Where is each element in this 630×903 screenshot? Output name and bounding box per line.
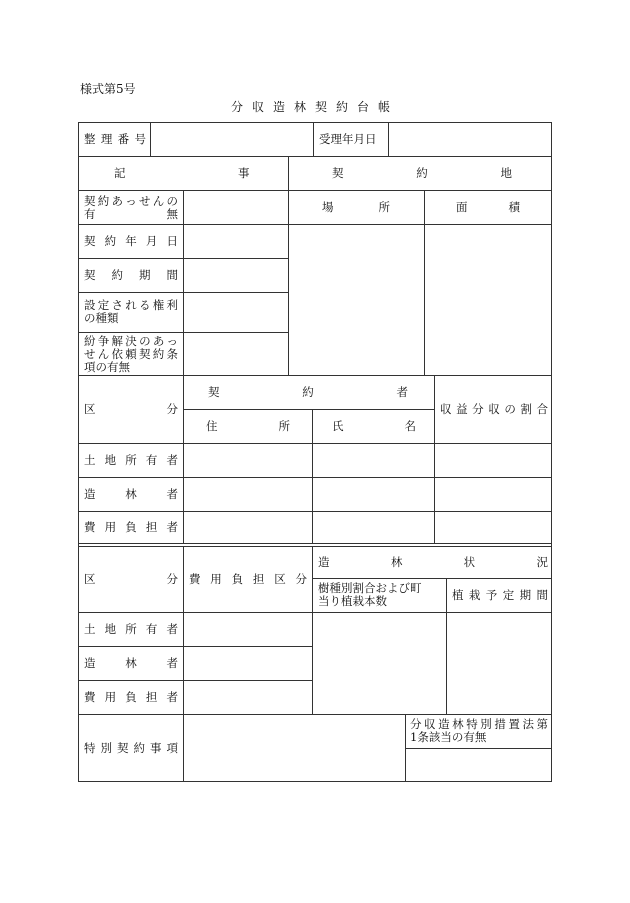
juri-date-label: 受理年月日 <box>319 131 377 146</box>
zorin-row-land-owner: 土地所有者 <box>84 621 178 636</box>
shimei-label: 氏名 <box>332 418 416 433</box>
law-applicability-field[interactable] <box>406 749 552 782</box>
keiyakuchi-heading: 契約地 <box>332 165 512 180</box>
kenri-field[interactable] <box>184 293 288 332</box>
form-number: 様式第5号 <box>80 82 136 96</box>
keiyakusha-label: 契約者 <box>208 384 408 399</box>
funso-field[interactable] <box>184 333 288 375</box>
parties-row-cost-bearer: 費用負担者 <box>84 519 178 534</box>
share-label: 収益分収の割合 <box>440 401 548 416</box>
seiri-bango-field[interactable] <box>156 122 308 156</box>
page-title: 分収造林契約台帳 <box>230 100 399 114</box>
contract-ledger-form <box>78 122 552 782</box>
tokubetsu-label: 特別契約事項 <box>84 740 178 755</box>
law-applicability-label: 分収造林特別措置法第 1条該当の有無 <box>410 717 548 744</box>
zorin-jokyo-label: 造林状況 <box>318 554 548 569</box>
zorin-row-afforester: 造林者 <box>84 655 178 670</box>
futan-kubun-label: 費用負担区分 <box>189 571 307 586</box>
funso-label: 紛争解決のあっ せん依頼契約条 項の有無 <box>84 334 178 374</box>
menseki-field[interactable] <box>425 225 552 375</box>
zorin-row-cost-bearer: 費用負担者 <box>84 689 178 704</box>
keiyaku-kikan-label: 契約期間 <box>84 267 178 282</box>
shokusai-field[interactable] <box>447 613 552 714</box>
jusho-label: 住所 <box>206 418 290 433</box>
kenri-label: 設定される権利 の種類 <box>84 298 178 325</box>
parties-kubun-label: 区分 <box>84 401 178 416</box>
kiji-heading-right: 事 <box>238 165 250 180</box>
parties-row-land-owner: 土地所有者 <box>84 452 178 467</box>
parties-address-fields[interactable] <box>184 444 312 543</box>
jushu-field[interactable] <box>313 613 446 714</box>
basho-field[interactable] <box>289 225 424 375</box>
keiyaku-date-label: 契約年月日 <box>84 233 178 248</box>
shokusai-label: 植栽予定期間 <box>452 587 548 602</box>
kiji-heading-left: 記 <box>114 165 126 180</box>
assen-field[interactable] <box>184 191 288 224</box>
keiyaku-date-field[interactable] <box>184 225 288 258</box>
parties-share-fields[interactable] <box>435 444 552 543</box>
keiyaku-kikan-field[interactable] <box>184 259 288 292</box>
parties-name-fields[interactable] <box>313 444 434 543</box>
parties-row-afforester: 造林者 <box>84 486 178 501</box>
basho-label: 場所 <box>322 199 390 214</box>
juri-date-field[interactable] <box>394 122 546 156</box>
futan-kubun-fields[interactable] <box>184 613 312 714</box>
zorin-kubun-label: 区分 <box>84 571 178 586</box>
jushu-label: 樹種別割合および町 当り植栽本数 <box>318 581 422 608</box>
assen-label: 契約あっせんの 有 無 <box>84 194 178 221</box>
menseki-label: 面積 <box>456 199 520 214</box>
tokubetsu-field[interactable] <box>184 715 405 782</box>
seiri-bango-label: 整理番号 <box>84 131 146 146</box>
